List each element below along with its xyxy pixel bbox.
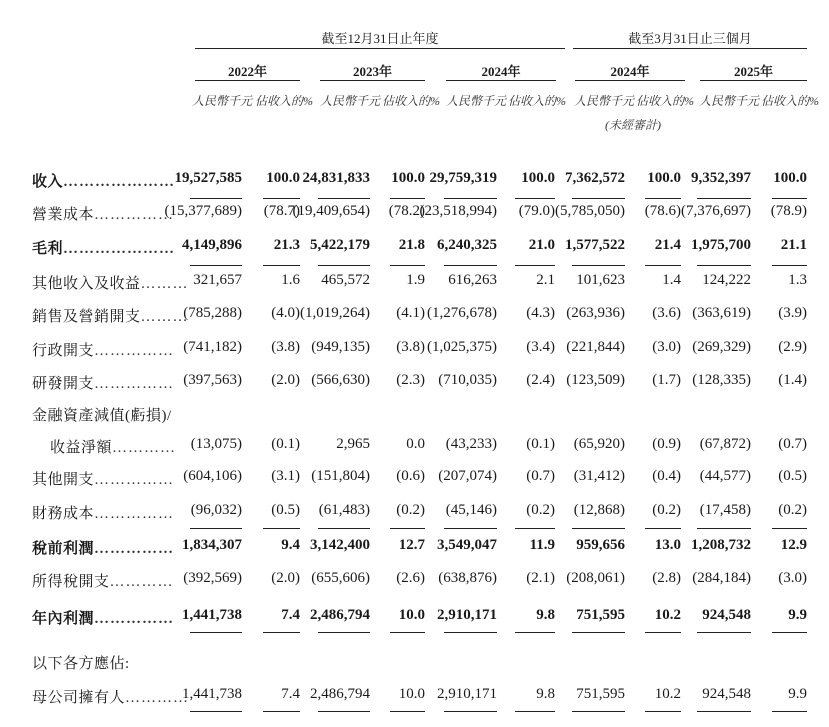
cell-2022-rmb: (15,377,689)	[164, 203, 242, 219]
cell-2025-q1-pct: (2.9)	[778, 339, 807, 355]
cell-2024-rmb: 6,240,325	[437, 237, 497, 253]
unit-pct-2024-q1: 佔收入的%	[636, 94, 694, 108]
cell-2024-rmb: 29,759,319	[429, 170, 497, 186]
cell-2024-pct: (0.7)	[526, 468, 555, 484]
cell-2025-q1-pct: (0.2)	[778, 502, 807, 518]
cell-2022-pct: (4.0)	[271, 305, 300, 321]
cell-2024-q1-pct: 1.4	[662, 272, 681, 288]
cell-2023-rmb: (655,606)	[311, 570, 370, 586]
cell-2025-q1-pct: (0.5)	[778, 468, 807, 484]
cell-2024-pct: 2.1	[536, 272, 555, 288]
cell-2025-q1-rmb: (44,577)	[699, 468, 751, 484]
cell-2022-pct: 7.4	[281, 686, 300, 702]
cell-2023-rmb: 24,831,833	[302, 170, 370, 186]
cell-2025-q1-rmb: 9,352,397	[691, 170, 751, 186]
row-label-text: 研發開支	[32, 376, 95, 392]
cell-2024-pct: (0.2)	[526, 502, 555, 518]
cell-2024-q1-pct: (0.9)	[652, 436, 681, 452]
row-label-text: 銷售及營銷開支	[32, 309, 141, 325]
year-header-2023: 2023年	[352, 64, 392, 79]
cell-2025-q1-rmb: 1,975,700	[691, 237, 751, 253]
cell-2023-rmb: (1,019,264)	[300, 305, 370, 321]
unit-pct-2024: 佔收入的%	[508, 94, 566, 108]
year-rule-2024	[446, 80, 556, 81]
unaudited-note: (未經審計)	[605, 118, 661, 132]
cell-2024-rmb: 2,910,171	[437, 607, 497, 623]
cell-2024-q1-rmb: (123,509)	[566, 372, 625, 388]
cell-2024-q1-pct: 13.0	[654, 537, 681, 553]
cell-2023-pct: (0.6)	[396, 468, 425, 484]
cell-2024-q1-rmb: (5,785,050)	[555, 203, 625, 219]
cell-2022-rmb: (785,288)	[183, 305, 242, 321]
leader-dots: …………………	[63, 174, 176, 190]
total-rule	[318, 711, 370, 712]
cell-2024-q1-rmb: 7,362,572	[565, 170, 625, 186]
row-label-text: 其他收入及收益	[32, 276, 141, 292]
cell-2025-q1-rmb: (284,184)	[692, 570, 751, 586]
cell-2023-pct: (4.1)	[396, 305, 425, 321]
cell-2022-pct: 1.6	[281, 272, 300, 288]
cell-2022-pct: (0.1)	[271, 436, 300, 452]
cell-2023-pct: (2.3)	[396, 372, 425, 388]
total-rule	[318, 198, 370, 199]
cell-2022-pct: 100.0	[266, 170, 300, 186]
total-rule	[772, 632, 807, 633]
total-rule	[645, 265, 681, 266]
cell-2025-q1-rmb: 924,548	[702, 607, 751, 623]
total-rule	[444, 711, 497, 712]
year-rule-2025-q1	[700, 80, 807, 81]
total-rule	[444, 528, 497, 529]
cell-2024-rmb: (710,035)	[438, 372, 497, 388]
cell-2024-rmb: (43,233)	[445, 436, 497, 452]
row-label-text: 財務成本	[32, 506, 95, 522]
cell-2025-q1-pct: 100.0	[773, 170, 807, 186]
unit-rmb-2024-q1: 人民幣千元	[573, 94, 634, 108]
total-rule	[697, 198, 751, 199]
total-rule	[697, 528, 751, 529]
total-rule	[390, 528, 425, 529]
cell-2024-pct: (0.1)	[526, 436, 555, 452]
cell-2023-pct: 0.0	[406, 436, 425, 452]
cell-2022-rmb: (392,569)	[183, 570, 242, 586]
cell-2024-rmb: (1,025,375)	[427, 339, 497, 355]
cell-2023-rmb: 2,486,794	[310, 607, 370, 623]
cell-2025-q1-pct: (3.0)	[778, 570, 807, 586]
cell-2024-pct: 11.9	[529, 537, 555, 553]
cell-2024-q1-pct: 21.4	[654, 237, 681, 253]
cell-2022-pct: (3.1)	[271, 468, 300, 484]
cell-2024-rmb: (45,146)	[445, 502, 497, 518]
cell-2023-rmb: 2,486,794	[310, 686, 370, 702]
total-rule	[444, 265, 497, 266]
cell-2022-pct: (78.7)	[263, 203, 300, 219]
total-rule	[645, 528, 681, 529]
total-rule	[515, 528, 555, 529]
total-rule	[772, 711, 807, 712]
leader-dots: ……………	[94, 506, 175, 522]
cell-2023-pct: 10.0	[398, 686, 425, 702]
cell-2024-rmb: (207,074)	[438, 468, 497, 484]
cell-2024-q1-pct: (78.6)	[644, 203, 681, 219]
leader-dots: ……………	[94, 207, 175, 223]
total-rule	[318, 528, 370, 529]
cell-2024-q1-pct: (1.7)	[652, 372, 681, 388]
total-rule	[190, 632, 242, 633]
leader-dots: ………	[140, 309, 189, 325]
total-rule	[263, 711, 300, 712]
cell-2023-rmb: 5,422,179	[310, 237, 370, 253]
cell-2022-pct: (2.0)	[271, 372, 300, 388]
cell-2024-pct: (2.1)	[526, 570, 555, 586]
year-rule-2024-q1	[575, 80, 685, 81]
cell-2025-q1-pct: 9.9	[788, 607, 807, 623]
cell-2023-pct: 100.0	[391, 170, 425, 186]
row-label-text: 以下各方應佔:	[32, 656, 130, 672]
cell-2024-q1-pct: (3.6)	[652, 305, 681, 321]
unit-pct-2025-q1: 佔收入的%	[761, 94, 819, 108]
cell-2025-q1-pct: (78.9)	[770, 203, 807, 219]
total-rule	[190, 528, 242, 529]
leader-dots: ……………	[94, 611, 175, 627]
total-rule	[390, 711, 425, 712]
cell-2022-rmb: 321,657	[193, 272, 242, 288]
cell-2024-q1-rmb: (65,920)	[573, 436, 625, 452]
year-header-2025-q1: 2025年	[733, 64, 773, 79]
cell-2022-rmb: (604,106)	[183, 468, 242, 484]
cell-2023-rmb: 465,572	[321, 272, 370, 288]
cell-2023-rmb: (949,135)	[311, 339, 370, 355]
unit-rmb-2022: 人民幣千元	[191, 94, 252, 108]
cell-2023-rmb: 2,965	[336, 436, 370, 452]
unit-rmb-2024: 人民幣千元	[445, 94, 506, 108]
cell-2022-rmb: 4,149,896	[182, 237, 242, 253]
cell-2024-rmb: (23,518,994)	[419, 203, 497, 219]
cell-2022-pct: (0.5)	[271, 502, 300, 518]
row-label-text: 金融資產減值(虧損)/	[32, 408, 172, 424]
leader-dots: …………	[112, 440, 177, 456]
row-label-text: 所得稅開支	[32, 574, 110, 590]
cell-2022-pct: (3.8)	[271, 339, 300, 355]
cell-2024-q1-rmb: 751,595	[576, 686, 625, 702]
total-rule	[318, 632, 370, 633]
cell-2025-q1-rmb: (67,872)	[699, 436, 751, 452]
total-rule	[190, 711, 242, 712]
cell-2025-q1-pct: (3.9)	[778, 305, 807, 321]
cell-2024-pct: 9.8	[536, 607, 555, 623]
year-header-2022: 2022年	[227, 64, 267, 79]
cell-2022-rmb: 1,441,738	[182, 607, 242, 623]
row-label-text: 年內利潤	[32, 611, 95, 627]
cell-2024-q1-pct: 10.2	[654, 607, 681, 623]
total-rule	[190, 265, 242, 266]
row-label-text: 營業成本	[32, 207, 95, 223]
total-rule	[645, 632, 681, 633]
cell-2025-q1-pct: 9.9	[788, 686, 807, 702]
row-label-text: 行政開支	[32, 343, 95, 359]
cell-2023-pct: 12.7	[398, 537, 425, 553]
year-header-2024-q1: 2024年	[610, 64, 650, 79]
total-rule	[390, 265, 425, 266]
total-rule	[444, 632, 497, 633]
cell-2024-rmb: 2,910,171	[437, 686, 497, 702]
cell-2024-q1-rmb: (12,868)	[573, 502, 625, 518]
cell-2022-pct: 21.3	[273, 237, 300, 253]
cell-2024-pct: (4.3)	[526, 305, 555, 321]
cell-2024-rmb: (638,876)	[438, 570, 497, 586]
year-header-2024: 2024年	[481, 64, 521, 79]
cell-2025-q1-rmb: (7,376,697)	[681, 203, 751, 219]
total-rule	[390, 198, 425, 199]
cell-2023-pct: (78.2)	[388, 203, 425, 219]
cell-2023-rmb: 3,142,400	[310, 537, 370, 553]
cell-2023-rmb: (151,804)	[311, 468, 370, 484]
cell-2022-rmb: (96,032)	[190, 502, 242, 518]
total-rule	[572, 632, 625, 633]
total-rule	[318, 265, 370, 266]
row-label-text: 母公司擁有人	[32, 690, 126, 706]
cell-2023-rmb: (19,409,654)	[292, 203, 370, 219]
row-label-text: 毛利	[32, 241, 64, 257]
cell-2025-q1-pct: 21.1	[780, 237, 807, 253]
total-rule	[263, 265, 300, 266]
cell-2022-pct: (2.0)	[271, 570, 300, 586]
total-rule	[263, 198, 300, 199]
cell-2024-pct: (2.4)	[526, 372, 555, 388]
cell-2023-pct: 1.9	[406, 272, 425, 288]
row-label-text: 收入	[32, 174, 64, 190]
total-rule	[515, 711, 555, 712]
row-label	[32, 404, 172, 425]
total-rule	[390, 632, 425, 633]
row-label	[32, 652, 130, 673]
cell-2024-q1-pct: (0.2)	[652, 502, 681, 518]
total-rule	[645, 711, 681, 712]
total-rule	[263, 632, 300, 633]
cell-2025-q1-rmb: (128,335)	[692, 372, 751, 388]
unit-pct-2022: 佔收入的%	[255, 94, 313, 108]
total-rule	[515, 632, 555, 633]
total-rule	[772, 528, 807, 529]
year-rule-2023	[320, 80, 425, 81]
total-rule	[263, 528, 300, 529]
leader-dots: ……………	[94, 472, 175, 488]
row-label-text: 其他開支	[32, 472, 95, 488]
cell-2022-rmb: (397,563)	[183, 372, 242, 388]
year-rule-2022	[195, 80, 300, 81]
cell-2024-rmb: 616,263	[448, 272, 497, 288]
leader-dots: ……………	[94, 376, 175, 392]
group-header-three-months: 截至3月31日止三個月	[628, 31, 752, 46]
cell-2024-q1-rmb: 101,623	[576, 272, 625, 288]
cell-2025-q1-rmb: (17,458)	[699, 502, 751, 518]
cell-2024-q1-rmb: 1,577,522	[565, 237, 625, 253]
cell-2024-q1-pct: (0.4)	[652, 468, 681, 484]
row-label-text: 收益淨額	[50, 440, 113, 456]
cell-2023-pct: (3.8)	[396, 339, 425, 355]
cell-2022-rmb: (13,075)	[190, 436, 242, 452]
total-rule	[444, 198, 497, 199]
unit-rmb-2023: 人民幣千元	[319, 94, 380, 108]
cell-2025-q1-rmb: 924,548	[702, 686, 751, 702]
cell-2023-pct: (2.6)	[396, 570, 425, 586]
unit-pct-2023: 佔收入的%	[382, 94, 440, 108]
cell-2024-q1-pct: (3.0)	[652, 339, 681, 355]
cell-2024-q1-rmb: (221,844)	[566, 339, 625, 355]
cell-2022-rmb: 1,441,738	[182, 686, 242, 702]
cell-2022-pct: 9.4	[281, 537, 300, 553]
cell-2024-q1-rmb: (208,061)	[566, 570, 625, 586]
cell-2024-q1-rmb: (263,936)	[566, 305, 625, 321]
cell-2022-rmb: 1,834,307	[182, 537, 242, 553]
cell-2025-q1-pct: 1.3	[788, 272, 807, 288]
total-rule	[697, 632, 751, 633]
cell-2025-q1-rmb: 124,222	[702, 272, 751, 288]
cell-2023-rmb: (566,630)	[311, 372, 370, 388]
total-rule	[772, 265, 807, 266]
leader-dots: ……………	[94, 343, 175, 359]
leader-dots: …………………	[63, 241, 176, 257]
cell-2024-rmb: (1,276,678)	[427, 305, 497, 321]
cell-2022-pct: 7.4	[281, 607, 300, 623]
total-rule	[515, 265, 555, 266]
cell-2024-q1-rmb: (31,412)	[573, 468, 625, 484]
total-rule	[515, 198, 555, 199]
leader-dots: …………	[125, 690, 190, 706]
total-rule	[772, 198, 807, 199]
total-rule	[697, 265, 751, 266]
cell-2022-rmb: (741,182)	[183, 339, 242, 355]
cell-2023-pct: 21.8	[398, 237, 425, 253]
cell-2024-pct: 21.0	[528, 237, 555, 253]
cell-2024-q1-pct: 10.2	[654, 686, 681, 702]
cell-2024-q1-rmb: 959,656	[576, 537, 625, 553]
cell-2025-q1-pct: (0.7)	[778, 436, 807, 452]
total-rule	[190, 198, 242, 199]
leader-dots: ………	[140, 276, 189, 292]
total-rule	[697, 711, 751, 712]
cell-2024-q1-pct: 100.0	[647, 170, 681, 186]
total-rule	[572, 198, 625, 199]
total-rule	[572, 711, 625, 712]
row-label-text: 稅前利潤	[32, 541, 95, 557]
cell-2025-q1-rmb: (363,619)	[692, 305, 751, 321]
cell-2024-pct: (3.4)	[526, 339, 555, 355]
cell-2024-q1-rmb: 751,595	[576, 607, 625, 623]
cell-2023-pct: 10.0	[398, 607, 425, 623]
total-rule	[572, 528, 625, 529]
leader-dots: ……………	[94, 541, 175, 557]
leader-dots: …………	[109, 574, 174, 590]
unit-rmb-2025-q1: 人民幣千元	[698, 94, 759, 108]
total-rule	[645, 198, 681, 199]
cell-2024-pct: (79.0)	[518, 203, 555, 219]
cell-2023-rmb: (61,483)	[318, 502, 370, 518]
cell-2024-pct: 100.0	[521, 170, 555, 186]
group-rule-three-months	[573, 48, 807, 49]
cell-2025-q1-pct: (1.4)	[778, 372, 807, 388]
cell-2025-q1-rmb: (269,329)	[692, 339, 751, 355]
cell-2024-pct: 9.8	[536, 686, 555, 702]
group-rule-fiscal-year	[195, 48, 565, 49]
total-rule	[572, 265, 625, 266]
cell-2022-rmb: 19,527,585	[174, 170, 242, 186]
group-header-fiscal-year: 截至12月31日止年度	[321, 31, 439, 46]
cell-2025-q1-pct: 12.9	[780, 537, 807, 553]
cell-2024-q1-pct: (2.8)	[652, 570, 681, 586]
cell-2023-pct: (0.2)	[396, 502, 425, 518]
cell-2025-q1-rmb: 1,208,732	[691, 537, 751, 553]
cell-2024-rmb: 3,549,047	[437, 537, 497, 553]
